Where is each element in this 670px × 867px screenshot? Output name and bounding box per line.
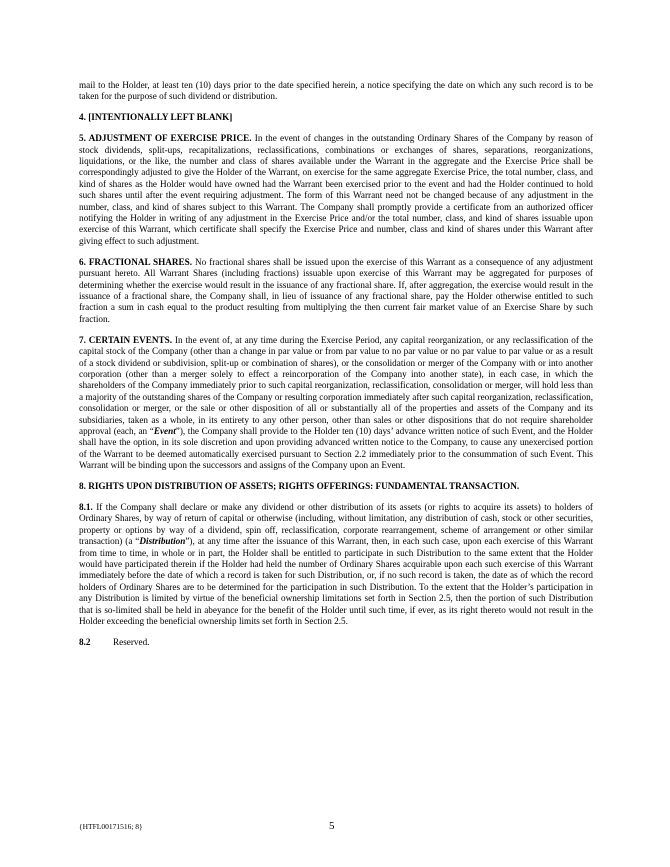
section-8-1-body-part1: If the Company shall declare or make any dividend or other distribution of its assets (or rights to acquire its assets) to holders of Ordinary Shares, by way of return of capital or otherwise (including, without limitation, any distribution of cash, stock or other securities, property or options by way of a dividend, spin off, reclassification, corporate rearrangement, scheme of arrangement or other similar transaction) (a “	[79, 502, 593, 547]
page-number: 5	[329, 820, 335, 832]
section-7-heading: 7. CERTAIN EVENTS.	[79, 334, 173, 345]
section-5-body: In the event of changes in the outstanding Ordinary Shares of the Company by reason of stock dividends, split-ups, recapitalizations, reclassifications, combinations or exchanges of shares, separations, reorganizations, liquidations, or the like, the number and class of shares available under the Warrant in the aggregate and the Exercise Price shall be correspondingly adjusted to give the Holder of the Warrant, on exercise for the same aggregate Exercise Price, the total number, class, and kind of shares as the Holder would have owned had the Warrant been exercised prior to the event and had the Holder continued to hold such shares until after the event requiring adjustment. The form of this Warrant need not be changed because of any adjustment in the number, class, and kind of shares subject to this Warrant. The Company shall promptly provide a certificate from an authorized officer notifying the Holder in writing of any adjustment in the Exercise Price and/or the total number, class, and kind of shares issuable upon exercise of this Warrant, which certificate shall specify the Exercise Price and number, class and kind of shares under this Warrant after giving effect to such adjustment.	[79, 133, 593, 246]
section-4-heading: 4. [INTENTIONALLY LEFT BLANK]	[79, 112, 233, 123]
section-7-defined-term: Event	[153, 425, 176, 436]
section-8-heading: 8. RIGHTS UPON DISTRIBUTION OF ASSETS; RIGHTS OFFERINGS: FUNDAMENTAL TRANSACTION.	[79, 481, 520, 492]
section-6-body: No fractional shares shall be issued upon the exercise of this Warrant as a consequence of any adjustment pursuant hereto. All Warrant Shares (including fractions) issuable upon exercise of this Warrant may be aggregated for purposes of determining whether the exercise would result in the issuance of any fractional share. If, after aggregation, the exercise would result in the issuance of a fractional share, the Company shall, in lieu of issuance of any fractional share, pay the Holder otherwise entitled to such fraction a sum in cash equal to the product resulting from multiplying the then current fair market value of an Exercise Share by such fraction.	[79, 256, 593, 324]
section-7-paragraph	[79, 335, 593, 472]
section-5-heading: 5. ADJUSTMENT OF EXERCISE PRICE.	[79, 133, 252, 144]
section-8-2-paragraph	[79, 637, 593, 648]
document-body	[79, 80, 593, 658]
section-8-2-number: 8.2	[79, 636, 91, 647]
section-8-1-defined-term: Distribution	[139, 536, 186, 547]
section-8-1-body-part2: ”), at any time after the issuance of this Warrant, then, in each such case, upon each exercise of this Warrant from time to time, in whole or in part, the Holder shall be entitled to participate in such Distribution to the same extent that the Holder would have participated therein if the Holder had held the number of Ordinary Shares acquirable upon each such exercise of this Warrant immediately before the date of which a record is taken for such Distribution, or, if no such record is taken, the date as of which the record holders of Ordinary Shares are to be determined for the participation in such Distribution. To the extent that the Holder’s participation in any Distribution is limited by virtue of the beneficial ownership limitations set forth in Section 2.5, then the portion of such Distribution that is so-limited shall be held in abeyance for the benefit of the Holder until such time, if ever, as its right thereto would not result in the Holder exceeding the beneficial ownership limits set forth in Section 2.5.	[79, 536, 593, 627]
section-6-paragraph	[79, 257, 593, 325]
section-6-heading: 6. FRACTIONAL SHARES.	[79, 256, 193, 267]
section-5-paragraph	[79, 133, 593, 247]
intro-paragraph: mail to the Holder, at least ten (10) days prior to the date specified herein, a notice specifying the date on which any such record is to be taken for the purpose of such dividend or distribution.	[79, 80, 593, 102]
section-8-2-text: Reserved.	[113, 636, 150, 647]
section-7-body-part2: ”), the Company shall provide to the Holder ten (10) days’ advance written notice of such Event, and the Holder shall have the option, in its sole discretion and upon providing advanced written notice to the Company, to cause any unexercised portion of the Warrant to be deemed automatically exercised pursuant to Section 2.2 immediately prior to the consummation of such Event. This Warrant will be binding upon the successors and assigns of the Company upon an Event.	[79, 425, 593, 471]
section-7-body-part1: In the event of, at any time during the Exercise Period, any capital reorganization, or any reclassification of the capital stock of the Company (other than a change in par value or from par value to no par value or no par value to par value or as a result of a stock dividend or subdivision, split-up or combination of shares), or the consolidation or merger of the Company with or into another corporation (other than a merger solely to effect a reincorporation of the Company into another state), in each case, in which the shareholders of the Company immediately prior to such capital reorganization, reclassification, consolidation or merger, will hold less than a majority of the outstanding shares of the Company or resulting corporation immediately after such capital reorganization, reclassification, consolidation or merger, or the sale or other disposition of all or substantially all of the properties and assets of the Company and its subsidiaries, taken as a whole, in its entirety to any other person, other than sales or other dispositions that do not require shareholder approval (each, an “	[79, 334, 593, 436]
section-8-1-heading: 8.1.	[79, 502, 93, 512]
footer-document-id: {HTFL00171516; 8}	[79, 822, 143, 831]
section-8-1-paragraph	[79, 502, 593, 627]
